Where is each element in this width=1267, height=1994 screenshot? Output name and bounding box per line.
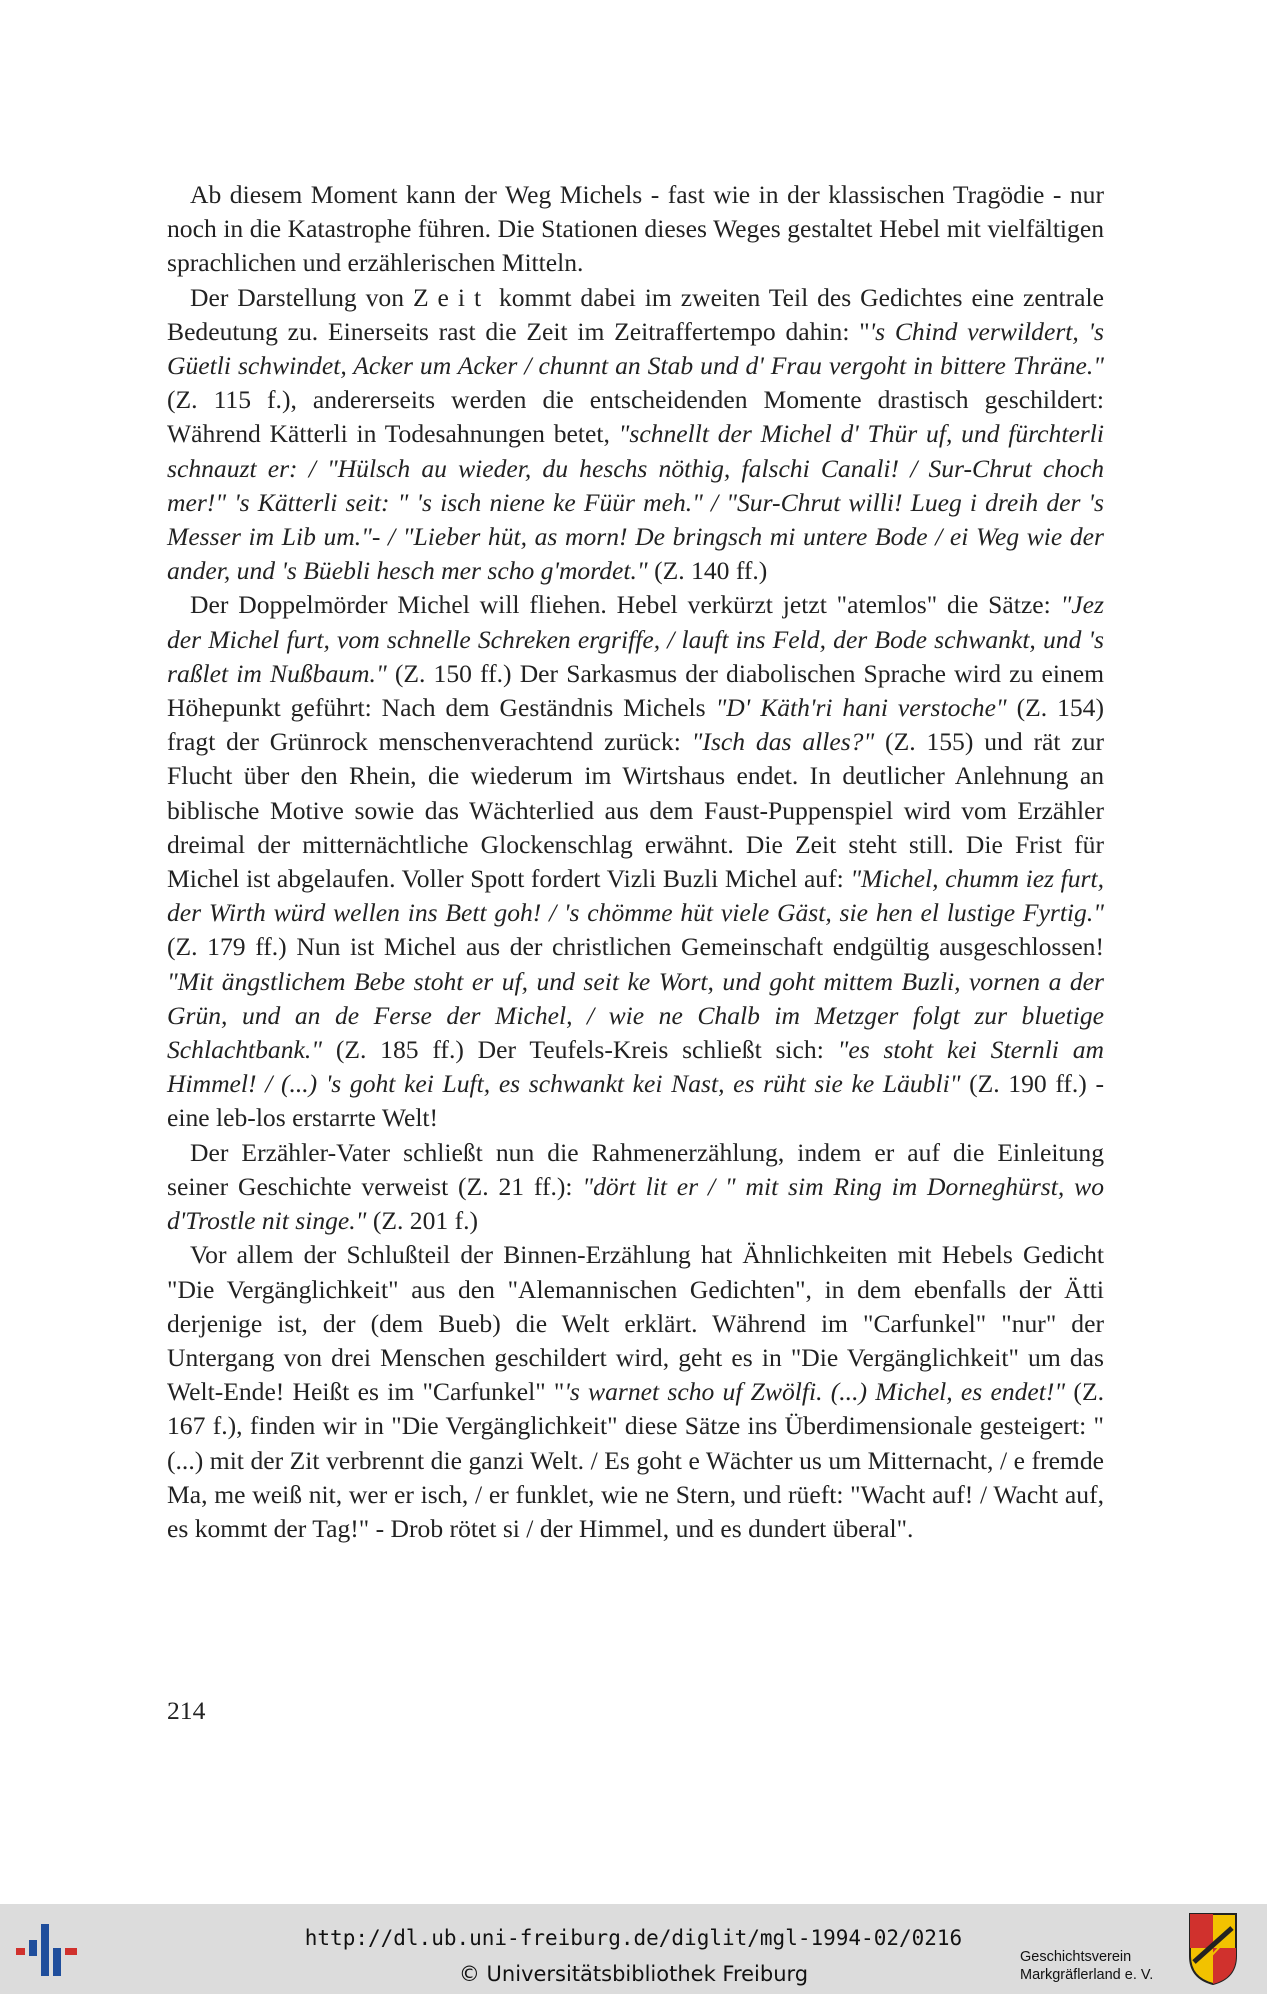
paragraph [167,588,1104,1135]
text-run: (Z. 167 f.), finden wir in "Die Vergänglichkeit" diese Sätze ins Überdimensionale gesteigert: "(...) mit der Zit verbrennt die ganzi Welt. / Es goht e Wächter us um Mitternacht, / e fremde Ma, me weiß nit, wer er isch, / er funklet, wie ne Stern, und rüeft: "Wacht auf! / Wacht auf, es kommt der Tag!" - Drob rötet si / der Himmel, und es dundert überal". [167,1377,1104,1543]
footer-copyright: © Universitätsbibliothek Freiburg [458,1962,809,1986]
paragraph [167,1136,1104,1239]
text-run: (Z. 179 ff.) Nun ist Michel aus der christlichen Gemeinschaft endgültig ausgeschlossen! [167,932,1104,962]
text-run: Vor allem der Schlußteil der Binnen-Erzählung hat Ähnlichkeiten mit Hebels Gedicht "Die Vergänglichkeit" aus den "Alemannischen Gedichten", in dem ebenfalls der Ätti derjenige ist, der (dem Bueb) die Welt erklärt. Während im "Carfunkel" "nur" der Untergang von drei Menschen geschildert wird, geht es in "Die Vergänglichkeit" um das Welt-Ende! Heißt es im "Carfunkel" " [167,1240,1104,1407]
text-run: (Z. 140 ff.) [647,556,768,586]
text-run: (Z. 155) und rät zur Flucht über den Rhein, die wiederum im Wirtshaus endet. In deutlicher Anlehnung an biblische Motive sowie das Wächterlied aus dem Faust-Puppenspiel wird vom Erzähler dreimal der mitternächtliche Glockenschlag erwähnt. Die Zeit steht still. Die Frist für Michel ist abgelaufen. Voller Spott fordert Vizli Buzli Michel auf: [167,727,1104,894]
page-text [167,178,1104,1546]
quote-run: "dört lit er / " mit sim Ring im Dorneghürst, wo d'Trostle nit singe." [167,1171,1104,1236]
paragraph [167,281,1104,589]
text-run: (Z. 115 f.), andererseits werden die entscheidenden Momente drastisch geschildert: Während Kätterli in Todesahnungen betet, [167,385,1104,449]
quote-run: "Isch das alles?" [691,727,875,757]
footer-bar [0,1904,1267,1994]
coat-of-arms-icon [1188,1912,1238,1986]
quote-run: "Mit ängstlichem Bebe stoht er uf, und seit ke Wort, und goht mittem Buzli, vornen a der Grün, und an de Ferse der Michel, / wie ne Chalb im Metzger folgt zur bluetige Schlachtbank." [167,966,1104,1065]
text-run: Der Erzähler-Vater schließt nun die Rahmenerzählung, indem er auf die Einleitung seiner Geschichte verweist (Z. 21 ff.): [167,1137,1104,1201]
quote-run: "es stoht kei Sternli am Himmel! / (...) 's goht kei Luft, es schwankt kei Nast, es rüht sie ke Läubli" [167,1035,1104,1099]
text-run: (Z. 150 ff.) Der Sarkasmus der diabolischen Sprache wird zu einem Höhepunkt geführt: Nach dem Geständnis Michels [167,658,1105,723]
text-run: (Z. 185 ff.) Der Teufels-Kreis schließt sich: [322,1035,838,1065]
paragraph [167,1238,1104,1546]
text-run: kommt dabei im zweiten Teil des Gedichtes eine zentrale Bedeutung zu. Einerseits rast die Zeit im Zeitraffertempo dahin: " [167,282,1104,346]
page-number: 214 [167,1696,206,1725]
quote-run: 's Chind verwildert, 's Güetli schwindet, Acker um Acker / chunnt an Stab und d' Frau vergoht in bittere Thräne." [167,316,1104,381]
quote-run: 's warnet scho uf Zwölfi. (...) Michel, es endet!" [564,1377,1066,1407]
org-name-line1: Geschichtsverein [1020,1949,1132,1965]
text-run: (Z. 201 f.) [366,1206,479,1236]
footer-url[interactable]: http://dl.ub.uni-freiburg.de/diglit/mgl-1994-02/0216 [304,1926,963,1950]
org-name-line2: Markgräflerland e. V. [1020,1967,1154,1983]
text-run: Zeit [412,282,491,312]
quote-run: "D' Käth'ri hani verstoche" [715,693,1007,723]
text-run: Der Doppelmörder Michel will fliehen. Hebel verkürzt jetzt "atemlos" die Sätze: [190,590,1061,620]
paragraph [167,178,1104,281]
quote-run: "Jez der Michel furt, vom schnelle Schreken ergriffe, / lauft ins Feld, der Bode schwankt, und 's raßlet im Nußbaum." [167,590,1104,688]
org-name [1020,1948,1153,1984]
text-run: Ab diesem Moment kann der Weg Michels - fast wie in der klassischen Tragödie - nur noch in die Katastrophe führen. Die Stationen dieses Weges gestaltet Hebel mit vielfältigen sprachlichen und erzählerischen Mitteln. [167,180,1104,278]
text-run: (Z. 190 ff.) - eine leb-los erstarrte Welt! [167,1069,1105,1133]
quote-run: "Michel, chumm iez furt, der Wirth würd wellen ins Bett goh! / 's chömme hüt viele Gäst, sie hen el lustige Fyrtig." [167,864,1104,928]
text-run: (Z. 154) fragt der Grünrock menschenverachtend zurück: [167,693,1104,757]
text-run: Der Darstellung von [190,282,413,312]
quote-run: "schnellt der Michel d' Thür uf, und fürchterli schnauzt er: / "Hülsch au wieder, du heschs nöthig, falschi Canali! / Sur-Chrut choch mer!" 's Kätterli seit: " 's isch niene ke Füür meh." / "Sur-Chrut willi! Lueg i dreih der 's Messer im Lib um."- / "Lieber hüt, as morn! De bringsch mi untere Bode / ei Weg wie der ander, und 's Büebli hesch mer scho g'mordet." [167,419,1104,586]
